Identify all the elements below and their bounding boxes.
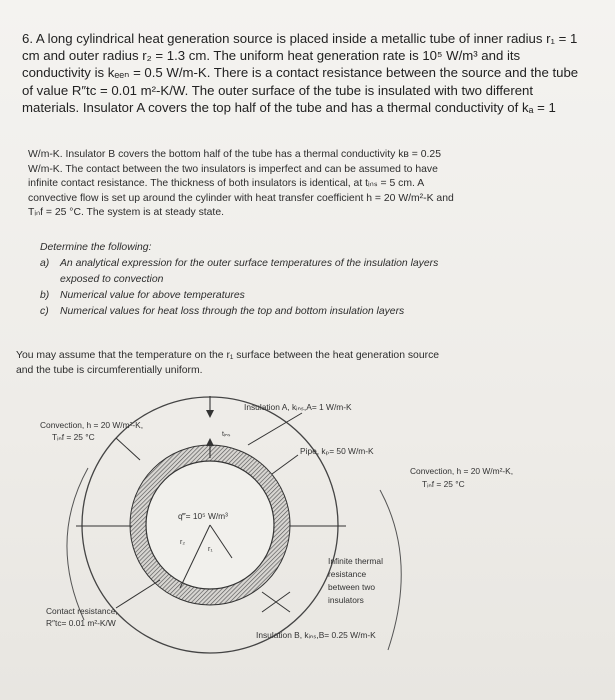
leader-convection-left <box>116 438 140 460</box>
continuation-line: W/m-K. The contact between the two insulators is imperfect and can be assumed to have <box>28 163 438 175</box>
task-text: Numerical values for heat loss through the top and bottom insulation layers <box>60 306 405 317</box>
problem-line: conductivity is kₑₑₙ = 0.5 W/m-K. There is a contact resistance between the source and the tube <box>22 65 579 81</box>
problem-line: 6. A long cylindrical heat generation source is placed inside a metallic tube of inner radius r₁ = 1 <box>22 31 578 46</box>
label-convection-left-2: Tᵢₙf = 25 °C <box>52 432 95 442</box>
label-heat-generation: q‴= 10⁵ W/m³ <box>178 511 228 521</box>
leader-pipe <box>272 455 298 474</box>
leader-contact-resistance <box>116 580 160 608</box>
label-insulation-a: Insulation A, kᵢₙₛ,A= 1 W/m-K <box>244 402 352 412</box>
label-infinite-resistance-4: insulators <box>328 595 364 605</box>
continuation-line: convective flow is set up around the cylinder with heat transfer coefficient h = 20 W/m²-K and <box>28 192 454 204</box>
assumption-line: You may assume that the temperature on the r₁ surface between the heat generation source <box>16 350 440 361</box>
task-text-cont: exposed to convection <box>60 274 164 285</box>
t-ins-arrowhead-top <box>206 410 214 418</box>
label-infinite-resistance-3: between two <box>328 582 376 592</box>
label-convection-right-2: Tᵢₙf = 25 °C <box>422 479 465 489</box>
label-infinite-resistance-2: resistance <box>328 569 367 579</box>
continuation-line: infinite contact resistance. The thickness of both insulators is identical, at tᵢₙₛ = 5 cm. A <box>28 178 425 190</box>
label-convection-left-1: Convection, h = 20 W/m²-K, <box>40 420 144 430</box>
label-t-ins: tᵢₙₛ <box>222 431 231 438</box>
label-pipe: Pipe, kₚ= 50 W/m-K <box>300 446 374 456</box>
assumption-line: and the tube is circumferentially uniform. <box>16 364 203 376</box>
continuation-line: Tᵢₙf = 25 °C. The system is at steady state. <box>28 207 224 219</box>
task-label: c) <box>40 306 49 317</box>
label-convection-right-1: Convection, h = 20 W/m²-K, <box>410 466 514 476</box>
problem-line: cm and outer radius r₂ = 1.3 cm. The uniform heat generation rate is 10⁵ W/m³ and its <box>22 48 521 64</box>
problem-line: of value R″tc = 0.01 m²-K/W. The outer surface of the tube is insulated with two different <box>22 82 534 98</box>
label-insulation-b: Insulation B, kᵢₙₛ,B= 0.25 W/m-K <box>256 630 376 640</box>
task-label: a) <box>40 258 50 269</box>
task-label: b) <box>40 290 50 301</box>
label-contact-resistance-2: R″tc= 0.01 m²-K/W <box>46 618 116 628</box>
label-contact-resistance-1: Contact resistance, <box>46 606 118 616</box>
problem-line: materials. Insulator A covers the top half of the tube and has a thermal conductivity of kₐ = 1 <box>22 99 556 115</box>
continuation-line: W/m-K. Insulator B covers the bottom half of the tube has a thermal conductivity kʙ = 0.25 <box>28 149 441 160</box>
task-heading: Determine the following: <box>40 242 152 253</box>
convection-boundary-left <box>67 468 88 620</box>
label-r1: r₁ <box>208 546 213 553</box>
label-infinite-resistance-1: Infinite thermal <box>328 556 383 566</box>
label-r2: r₂ <box>180 539 186 546</box>
task-text: An analytical expression for the outer surface temperatures of the insulation layers <box>60 258 439 269</box>
task-text: Numerical value for above temperatures <box>60 290 245 301</box>
convection-boundary-right <box>380 490 401 650</box>
t-ins-arrowhead-bottom <box>206 438 214 446</box>
